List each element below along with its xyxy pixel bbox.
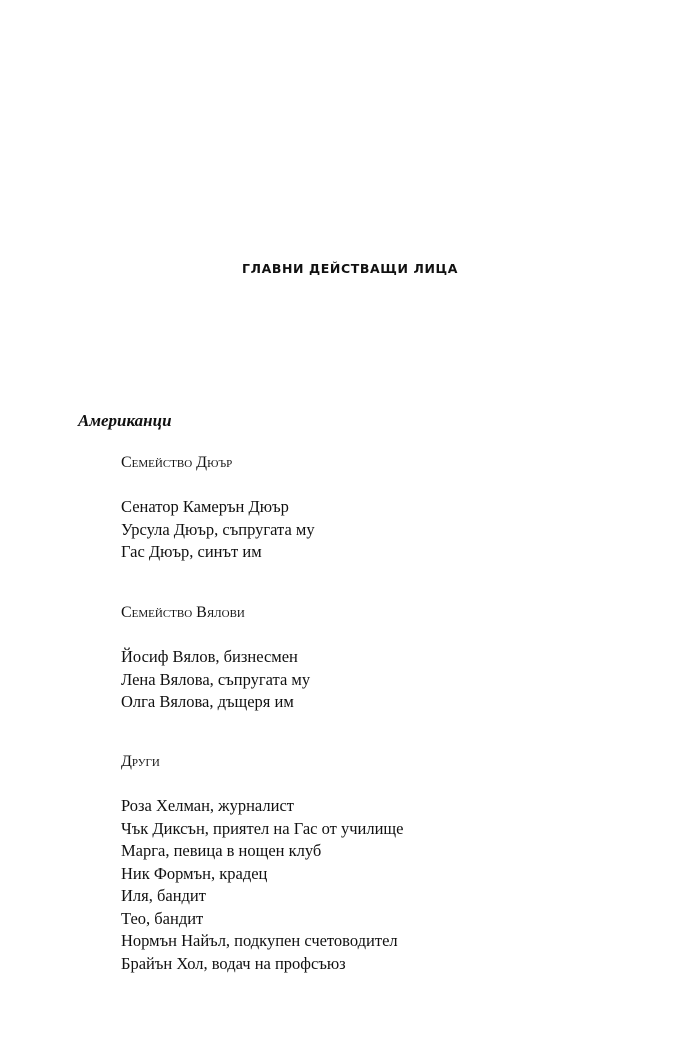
character-entry: Чък Диксън, приятел на Гас от училище — [121, 818, 404, 838]
character-entry: Роза Хелман, журналист — [121, 796, 294, 815]
character-entry: Тео, бандит — [121, 908, 204, 928]
group-vyalov-family — [121, 602, 661, 714]
character-entry: Брайън Хол, водач на профсъюз — [121, 953, 346, 973]
character-entry: Сенатор Камерън Дюър — [121, 497, 289, 516]
character-entry: Нормън Найъл, подкупен счетоводител — [121, 931, 398, 950]
section-title: Американци — [78, 411, 172, 430]
character-entry: Иля, бандит — [121, 886, 206, 905]
character-entry: Марга, певица в нощен клуб — [121, 841, 322, 860]
character-entry: Урсула Дюър, съпругата му — [121, 519, 315, 539]
character-entry: Лена Вялова, съпругата му — [121, 669, 311, 689]
group-heading: Семейство Дюър — [121, 454, 233, 471]
group-heading: Други — [121, 753, 160, 770]
character-entry: Гас Дюър, синът им — [121, 542, 262, 561]
group-others — [121, 751, 661, 975]
group-dure-family — [121, 452, 661, 564]
character-entry: Йосиф Вялов, бизнесмен — [121, 647, 298, 666]
character-entry: Ник Формън, крадец — [121, 863, 268, 883]
group-heading: Семейство Вялови — [121, 604, 245, 621]
page-title: ГЛАВНИ ДЕЙСТВАЩИ ЛИЦА — [242, 261, 458, 276]
character-entry: Олга Вялова, дъщеря им — [121, 692, 294, 711]
